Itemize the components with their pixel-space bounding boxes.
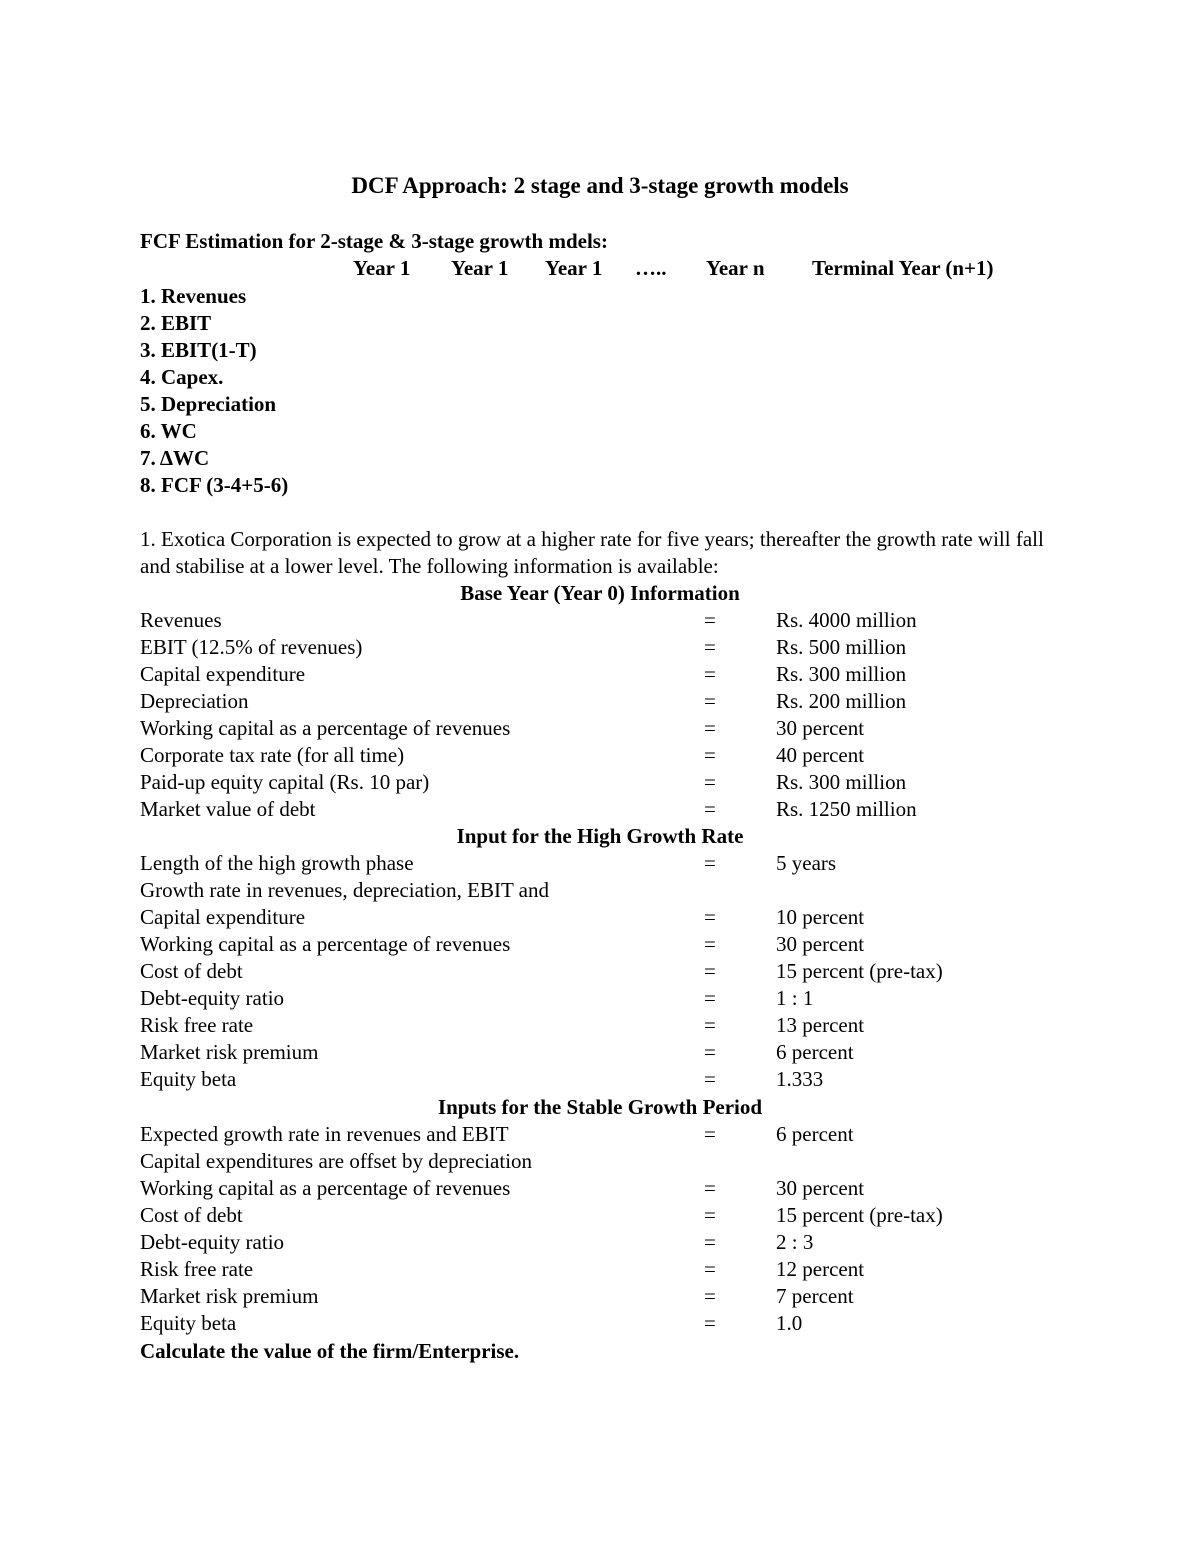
row-label: Market risk premium bbox=[140, 1040, 319, 1064]
row-label: Paid-up equity capital (Rs. 10 par) bbox=[140, 770, 430, 794]
table-row bbox=[0, 742, 1200, 769]
row-label: Revenues bbox=[140, 608, 222, 632]
row-label: Corporate tax rate (for all time) bbox=[140, 743, 405, 767]
row-label: Market risk premium bbox=[140, 1284, 319, 1308]
fcf-column-header: Year n bbox=[706, 256, 765, 280]
row-value: 1.333 bbox=[776, 1067, 824, 1091]
equals-sign: = bbox=[704, 851, 716, 875]
row-value: 6 percent bbox=[776, 1040, 854, 1064]
row-label: Cost of debt bbox=[140, 1203, 243, 1227]
table-row bbox=[0, 1256, 1200, 1283]
fcf-item: 3. EBIT(1-T) bbox=[140, 338, 257, 362]
row-value: 30 percent bbox=[776, 932, 865, 956]
row-value: 30 percent bbox=[776, 1176, 865, 1200]
row-label: Length of the high growth phase bbox=[140, 851, 414, 875]
equals-sign: = bbox=[704, 1311, 716, 1335]
row-value: 15 percent (pre-tax) bbox=[776, 959, 943, 983]
row-label: Working capital as a percentage of revenues bbox=[140, 716, 511, 740]
row-label: Risk free rate bbox=[140, 1257, 254, 1281]
row-label: Equity beta bbox=[140, 1067, 237, 1091]
row-value: 10 percent bbox=[776, 905, 865, 929]
row-label: Cost of debt bbox=[140, 959, 243, 983]
fcf-item: 5. Depreciation bbox=[140, 392, 277, 416]
row-label: Market value of debt bbox=[140, 797, 316, 821]
table-row bbox=[0, 1202, 1200, 1229]
fcf-column-header: Year 1 bbox=[353, 256, 411, 280]
equals-sign: = bbox=[704, 635, 716, 659]
row-value: 2 : 3 bbox=[776, 1230, 814, 1254]
row-value: 1 : 1 bbox=[776, 986, 814, 1010]
table-row bbox=[0, 634, 1200, 661]
stable-growth-heading: Inputs for the Stable Growth Period bbox=[437, 1095, 763, 1119]
equals-sign: = bbox=[704, 716, 716, 740]
fcf-item: 8. FCF (3-4+5-6) bbox=[140, 473, 289, 497]
row-label: Debt-equity ratio bbox=[140, 986, 285, 1010]
equals-sign: = bbox=[704, 743, 716, 767]
row-value: 30 percent bbox=[776, 716, 865, 740]
table-row bbox=[0, 1039, 1200, 1066]
row-label: EBIT (12.5% of revenues) bbox=[140, 635, 363, 659]
equals-sign: = bbox=[704, 1230, 716, 1254]
table-row bbox=[0, 661, 1200, 688]
problem-intro: 1. Exotica Corporation is expected to grow at a higher rate for five years; thereafter the growth rate will fall and stabilise at a lower level. The following information is available: bbox=[140, 527, 1044, 578]
row-label: Capital expenditure bbox=[140, 905, 306, 929]
equals-sign: = bbox=[704, 770, 716, 794]
table-row bbox=[0, 688, 1200, 715]
table-row bbox=[0, 1121, 1200, 1148]
fcf-item: 7. ΔWC bbox=[140, 446, 210, 470]
table-row bbox=[0, 877, 1200, 904]
table-row bbox=[0, 796, 1200, 823]
equals-sign: = bbox=[704, 689, 716, 713]
row-value: 15 percent (pre-tax) bbox=[776, 1203, 943, 1227]
equals-sign: = bbox=[704, 1203, 716, 1227]
equals-sign: = bbox=[704, 797, 716, 821]
table-row bbox=[0, 931, 1200, 958]
fcf-item: 6. WC bbox=[140, 419, 197, 443]
table-row bbox=[0, 1148, 1200, 1175]
equals-sign: = bbox=[704, 959, 716, 983]
fcf-column-header: Terminal Year (n+1) bbox=[812, 256, 994, 280]
table-row bbox=[0, 607, 1200, 634]
row-label: Working capital as a percentage of revenues bbox=[140, 1176, 511, 1200]
table-row bbox=[0, 715, 1200, 742]
fcf-item: 4. Capex. bbox=[140, 365, 224, 389]
fcf-item: 1. Revenues bbox=[140, 284, 247, 308]
row-value: Rs. 300 million bbox=[776, 770, 907, 794]
table-row bbox=[0, 769, 1200, 796]
table-row bbox=[0, 1175, 1200, 1202]
row-value: Rs. 4000 million bbox=[776, 608, 917, 632]
row-label: Debt-equity ratio bbox=[140, 1230, 285, 1254]
table-row bbox=[0, 850, 1200, 877]
row-value: 1.0 bbox=[776, 1311, 803, 1335]
fcf-column-header: Year 1 bbox=[545, 256, 603, 280]
table-row bbox=[0, 958, 1200, 985]
fcf-column-header: ….. bbox=[635, 256, 667, 280]
row-value: Rs. 500 million bbox=[776, 635, 907, 659]
table-row bbox=[0, 1283, 1200, 1310]
equals-sign: = bbox=[704, 1257, 716, 1281]
equals-sign: = bbox=[704, 932, 716, 956]
row-value: Rs. 1250 million bbox=[776, 797, 917, 821]
problem-question: Calculate the value of the firm/Enterprise. bbox=[140, 1339, 520, 1363]
document-title: DCF Approach: 2 stage and 3-stage growth models bbox=[351, 173, 849, 198]
row-value: 7 percent bbox=[776, 1284, 854, 1308]
table-row bbox=[0, 1012, 1200, 1039]
equals-sign: = bbox=[704, 905, 716, 929]
equals-sign: = bbox=[704, 1284, 716, 1308]
row-value: 6 percent bbox=[776, 1122, 854, 1146]
high-growth-heading: Input for the High Growth Rate bbox=[456, 824, 744, 848]
row-label: Expected growth rate in revenues and EBIT bbox=[140, 1122, 509, 1146]
fcf-heading: FCF Estimation for 2-stage & 3-stage growth mdels: bbox=[140, 229, 608, 253]
row-label: Capital expenditures are offset by depreciation bbox=[140, 1149, 533, 1173]
table-row bbox=[0, 985, 1200, 1012]
base-year-heading: Base Year (Year 0) Information bbox=[460, 581, 740, 605]
fcf-column-header: Year 1 bbox=[451, 256, 509, 280]
row-value: 5 years bbox=[776, 851, 837, 875]
row-label: Capital expenditure bbox=[140, 662, 306, 686]
equals-sign: = bbox=[704, 1176, 716, 1200]
row-label: Depreciation bbox=[140, 689, 249, 713]
equals-sign: = bbox=[704, 1122, 716, 1146]
fcf-item: 2. EBIT bbox=[140, 311, 212, 335]
equals-sign: = bbox=[704, 1013, 716, 1037]
row-label: Risk free rate bbox=[140, 1013, 254, 1037]
equals-sign: = bbox=[704, 986, 716, 1010]
equals-sign: = bbox=[704, 662, 716, 686]
equals-sign: = bbox=[704, 1067, 716, 1091]
row-value: Rs. 300 million bbox=[776, 662, 907, 686]
row-value: Rs. 200 million bbox=[776, 689, 907, 713]
row-label: Working capital as a percentage of revenues bbox=[140, 932, 511, 956]
row-value: 12 percent bbox=[776, 1257, 865, 1281]
equals-sign: = bbox=[704, 608, 716, 632]
table-row bbox=[0, 904, 1200, 931]
row-label: Growth rate in revenues, depreciation, EBIT and bbox=[140, 878, 549, 902]
row-value: 13 percent bbox=[776, 1013, 865, 1037]
table-row bbox=[0, 1066, 1200, 1093]
table-row bbox=[0, 1229, 1200, 1256]
row-label: Equity beta bbox=[140, 1311, 237, 1335]
equals-sign: = bbox=[704, 1040, 716, 1064]
table-row bbox=[0, 1310, 1200, 1337]
row-value: 40 percent bbox=[776, 743, 865, 767]
